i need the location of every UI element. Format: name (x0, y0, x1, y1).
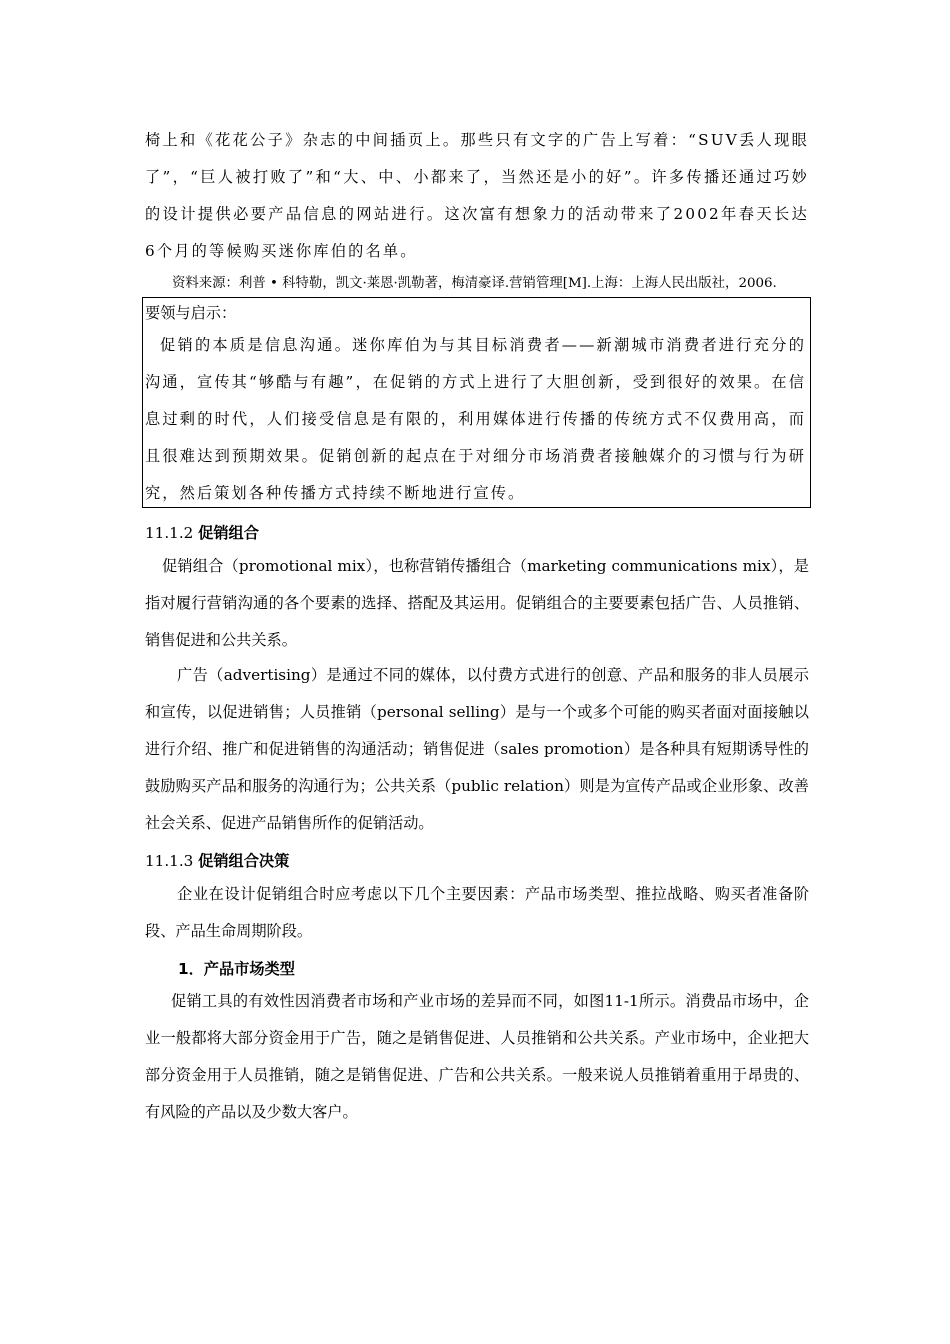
section-title: 促销组合决策 (198, 852, 290, 870)
paragraph-decision-factors: 企业在设计促销组合时应考虑以下几个主要因素：产品市场类型、推拉战略、购买者准备阶段、产品生命周期阶段。 (145, 885, 809, 940)
subheading-product-market-type: 1．产品市场类型 (178, 960, 295, 978)
case-end-paragraph: 椅上和《花花公子》杂志的中间插页上。那些只有文字的广告上写着：“SUV丢人现眼了”，“巨人被打败了”和“大、中、小都来了，当然还是小的好”。许多传播还通过巧妙的设计提供必要产品信息的网站进行。这次富有想象力的活动带来了2002年春天长达6个月的等候购买迷你库伯的名单。 (145, 131, 809, 260)
section-heading-11-1-2 (145, 521, 259, 545)
insight-box (142, 297, 811, 508)
section-number: 11.1.2 (145, 524, 194, 542)
paragraph-product-market-type: 促销工具的有效性因消费者市场和产业市场的差异而不同，如图11-1所示。消费品市场中，企业一般都将大部分资金用于广告，随之是销售促进、人员推销和公共关系。产业市场中，企业把大部分资金用于人员推销，随之是销售促进、广告和公共关系。一般来说人员推销着重用于昂贵的、有风险的产品以及少数大客户。 (145, 992, 809, 1121)
paragraph-promotional-mix: 促销组合（promotional mix），也称营销传播组合（marketing communications mix），是指对履行营销沟通的各个要素的选择、搭配及其运用。促销组合的主要要素包括广告、人员推销、销售促进和公共关系。 (145, 557, 809, 649)
insight-box-text: 促销的本质是信息沟通。迷你库伯为与其目标消费者——新潮城市消费者进行充分的沟通，宣传其“够酷与有趣”，在促销的方式上进行了大胆创新，受到很好的效果。在信息过剩的时代，人们接受信息是有限的，利用媒体进行传播的传统方式不仅费用高，而且很难达到预期效果。促销创新的起点在于对细分市场消费者接触媒介的习惯与行为研究，然后策划各种传播方式持续不断地进行宣传。 (145, 336, 806, 502)
insight-box-title: 要领与启示： (145, 304, 237, 322)
section-heading-11-1-3 (145, 849, 289, 873)
source-note: 资料来源：利普 • 科特勒，凯文·莱恩·凯勒著，梅清豪译.营销管理[M].上海：上海人民出版社，2006. (172, 276, 777, 291)
section-number: 11.1.3 (145, 852, 194, 870)
section-title: 促销组合 (198, 524, 259, 542)
paragraph-promotion-elements: 广告（advertising）是通过不同的媒体，以付费方式进行的创意、产品和服务的非人员展示和宣传，以促进销售；人员推销（personal selling）是与一个或多个可能的购买者面对面接触以进行介绍、推广和促进销售的沟通活动；销售促进（sales promotion）是各种具有短期诱导性的鼓励购买产品和服务的沟通行为；公共关系（public relation）则是为宣传产品或企业形象、改善社会关系、促进产品销售所作的促销活动。 (145, 666, 809, 832)
